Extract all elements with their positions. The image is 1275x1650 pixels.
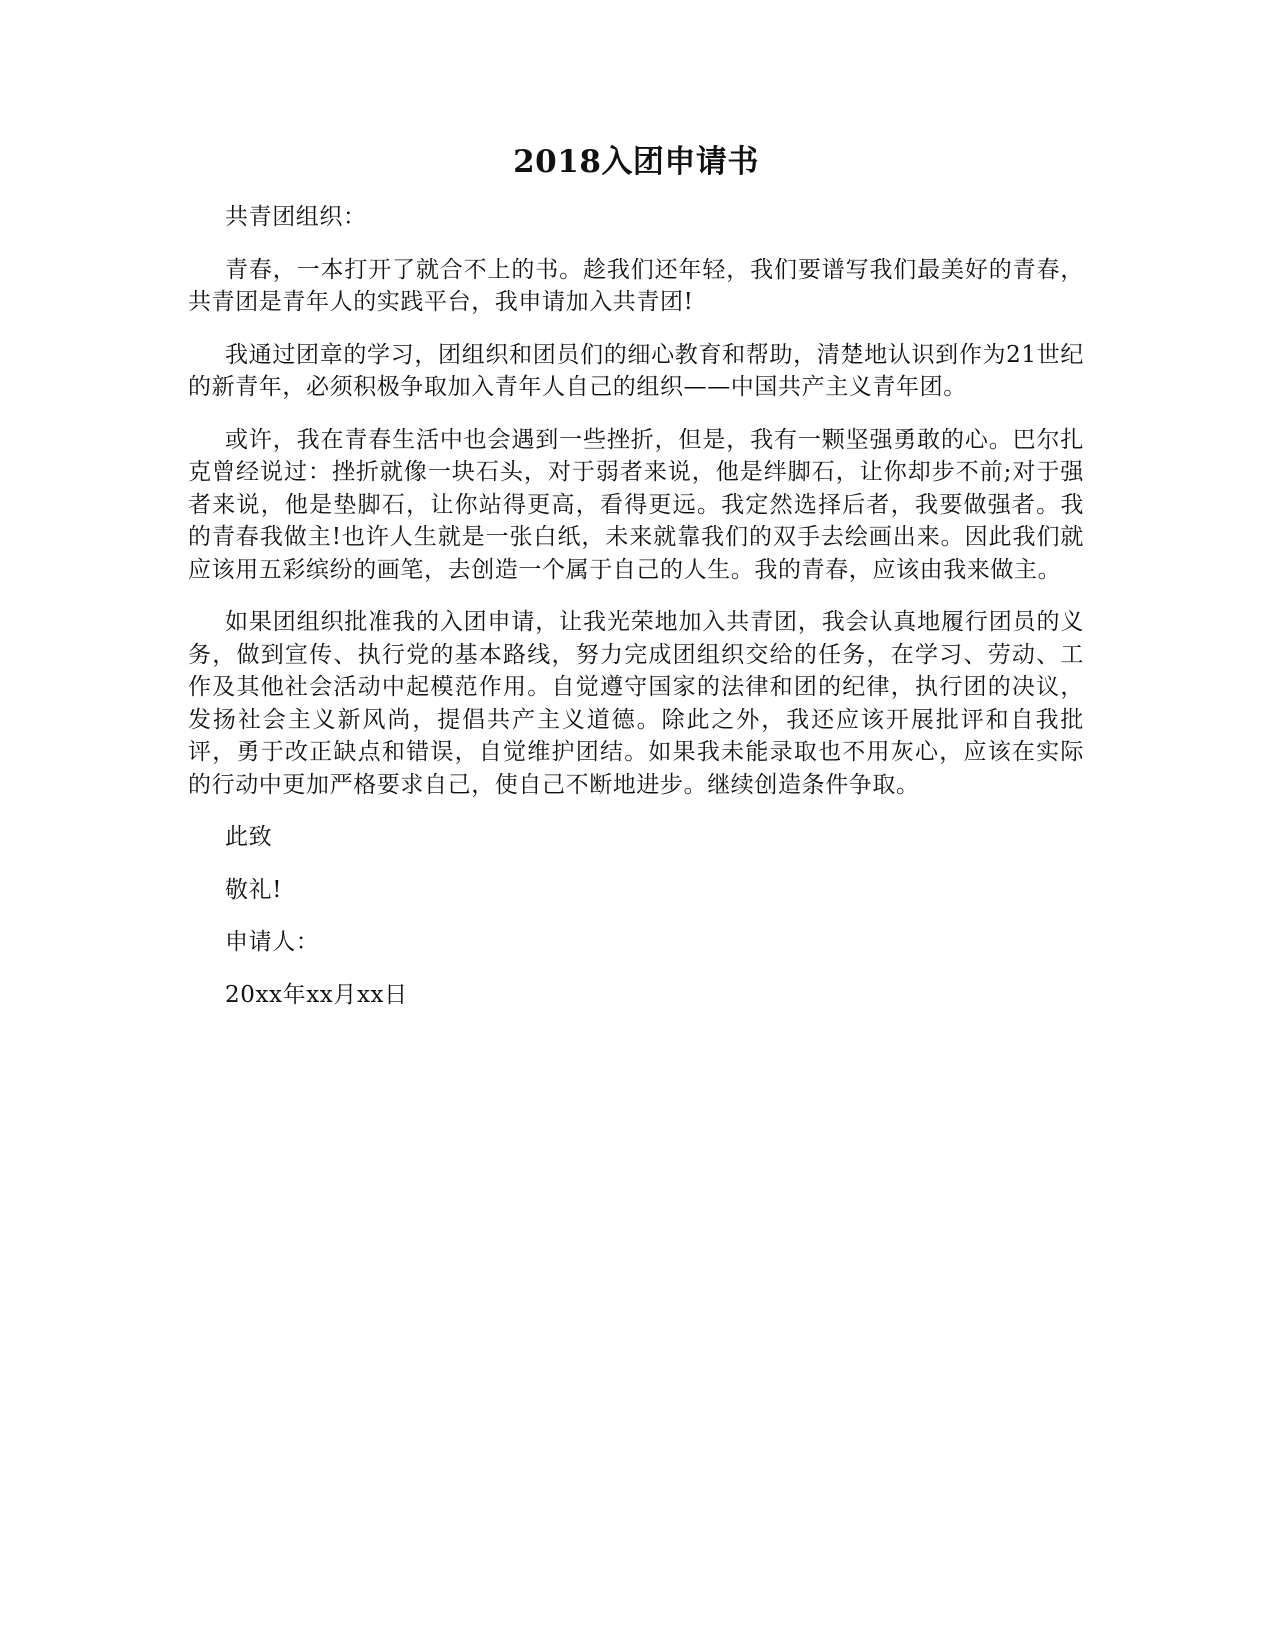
body-paragraph-3: 或许，我在青春生活中也会遇到一些挫折，但是，我有一颗坚强勇敢的心。巴尔扎克曾经说过：挫折就像一块石头，对于弱者来说，他是绊脚石，让你却步不前;对于强者来说，他是垫脚石，让你站得更高，看得更远。我定然选择后者，我要做强者。我的青春我做主!也许人生就是一张白纸，未来就靠我们的双手去绘画出来。因此我们就应该用五彩缤纷的画笔，去创造一个属于自己的人生。我的青春，应该由我来做主。 bbox=[188, 426, 1084, 583]
body-paragraph-2: 我通过团章的学习，团组织和团员们的细心教育和帮助，清楚地认识到作为21世纪的新青年，必须积极争取加入青年人自己的组织——中国共产主义青年团。 bbox=[188, 341, 1084, 400]
body-paragraph-4: 如果团组织批准我的入团申请，让我光荣地加入共青团，我会认真地履行团员的义务，做到宣传、执行党的基本路线，努力完成团组织交给的任务，在学习、劳动、工作及其他社会活动中起模范作用。自觉遵守国家的法律和团的纪律，执行团的决议，发扬社会主义新风尚，提倡共产主义道德。除此之外，我还应该开展批评和自我批评，勇于改正缺点和错误，自觉维护团结。如果我未能录取也不用灰心，应该在实际的行动中更加严格要求自己，使自己不断地进步。继续创造条件争取。 bbox=[188, 609, 1084, 798]
date-line: 20xx年xx月xx日 bbox=[225, 981, 408, 1008]
regards-line: 敬礼! bbox=[225, 876, 283, 903]
document-page bbox=[188, 140, 1084, 1031]
body-paragraph-1: 青春，一本打开了就合不上的书。趁我们还年轻，我们要谱写我们最美好的青春，共青团是青年人的实践平台，我申请加入共青团! bbox=[188, 256, 1084, 315]
salutation: 共青团组织： bbox=[225, 204, 367, 230]
document-title: 2018入团申请书 bbox=[513, 144, 759, 180]
applicant-label: 申请人： bbox=[225, 929, 320, 955]
closing-line: 此致 bbox=[225, 824, 273, 850]
